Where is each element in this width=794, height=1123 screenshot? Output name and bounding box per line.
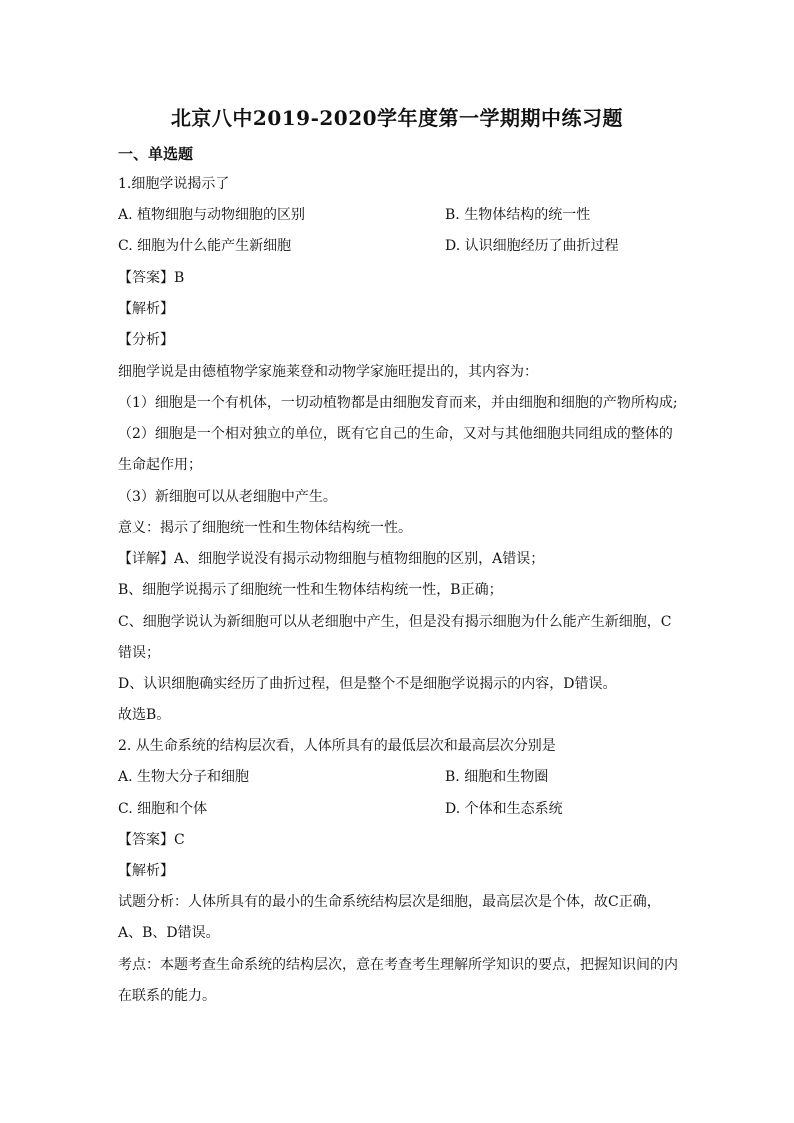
question-1-intro: 细胞学说是由德植物学家施莱登和动物学家施旺提出的，其内容为：	[118, 364, 538, 380]
section-heading: 一、单选题	[118, 145, 194, 163]
question-1-detail-b: B、细胞学说揭示了细胞统一性和生物体结构统一性，B正确；	[118, 582, 503, 598]
question-1-conclusion: 故选B。	[118, 707, 171, 723]
question-1-detail-d: D、认识细胞确实经历了曲折过程，但是整个不是细胞学说揭示的内容，D错误。	[118, 676, 617, 692]
question-2-option-b: B. 细胞和生物圈	[445, 769, 549, 785]
page-title: 北京八中2019-2020学年度第一学期期中练习题	[170, 106, 624, 130]
question-1-point-2-line-2: 生命起作用；	[118, 457, 202, 473]
question-1-analysis-label: 【解析】	[118, 301, 174, 317]
question-1-stem: 1.细胞学说揭示了	[118, 176, 230, 192]
question-1-point-3: （3）新细胞可以从老细胞中产生。	[118, 489, 337, 505]
question-1-detail-c-line-2: 错误；	[118, 645, 160, 661]
question-1-meaning: 意义：揭示了细胞统一性和生物体结构统一性。	[118, 520, 412, 536]
question-1-option-a: A. 植物细胞与动物细胞的区别	[118, 207, 306, 223]
question-2-option-d: D. 个体和生态系统	[445, 801, 563, 817]
question-1-point-1: （1）细胞是一个有机体，一切动植物都是由细胞发育而来，并由细胞和细胞的产物所构成;	[118, 395, 678, 411]
question-1-option-d: D. 认识细胞经历了曲折过程	[445, 238, 619, 254]
question-2-analysis-line-2: A、B、D错误。	[118, 925, 220, 941]
question-2-option-a: A. 生物大分子和细胞	[118, 769, 250, 785]
question-1-answer: 【答案】B	[118, 270, 185, 286]
question-2-analysis-line-1: 试题分析：人体所具有的最小的生命系统结构层次是细胞，最高层次是个体，故C正确，	[118, 894, 661, 910]
question-1-detail-c-line-1: C、细胞学说认为新细胞可以从老细胞中产生，但是没有揭示细胞为什么能产生新细胞，C	[118, 614, 672, 630]
question-1-fenxi-label: 【分析】	[118, 332, 174, 348]
question-2-kaodian-line-2: 在联系的能力。	[118, 988, 216, 1004]
question-2-answer: 【答案】C	[118, 832, 185, 848]
question-2-kaodian-line-1: 考点：本题考查生命系统的结构层次，意在考查考生理解所学知识的要点，把握知识间的内	[118, 957, 678, 973]
question-2-analysis-label: 【解析】	[118, 863, 174, 879]
question-1-option-b: B. 生物体结构的统一性	[445, 207, 591, 223]
question-1-option-c: C. 细胞为什么能产生新细胞	[118, 238, 292, 254]
question-2-stem: 2. 从生命系统的结构层次看，人体所具有的最低层次和最高层次分别是	[118, 738, 556, 754]
question-2-option-c: C. 细胞和个体	[118, 801, 208, 817]
question-1-point-2-line-1: （2）细胞是一个相对独立的单位，既有它自己的生命，又对与其他细胞共同组成的整体的	[118, 426, 673, 442]
question-1-detail-a: 【详解】A、细胞学说没有揭示动物细胞与植物细胞的区别，A错误；	[118, 551, 545, 567]
